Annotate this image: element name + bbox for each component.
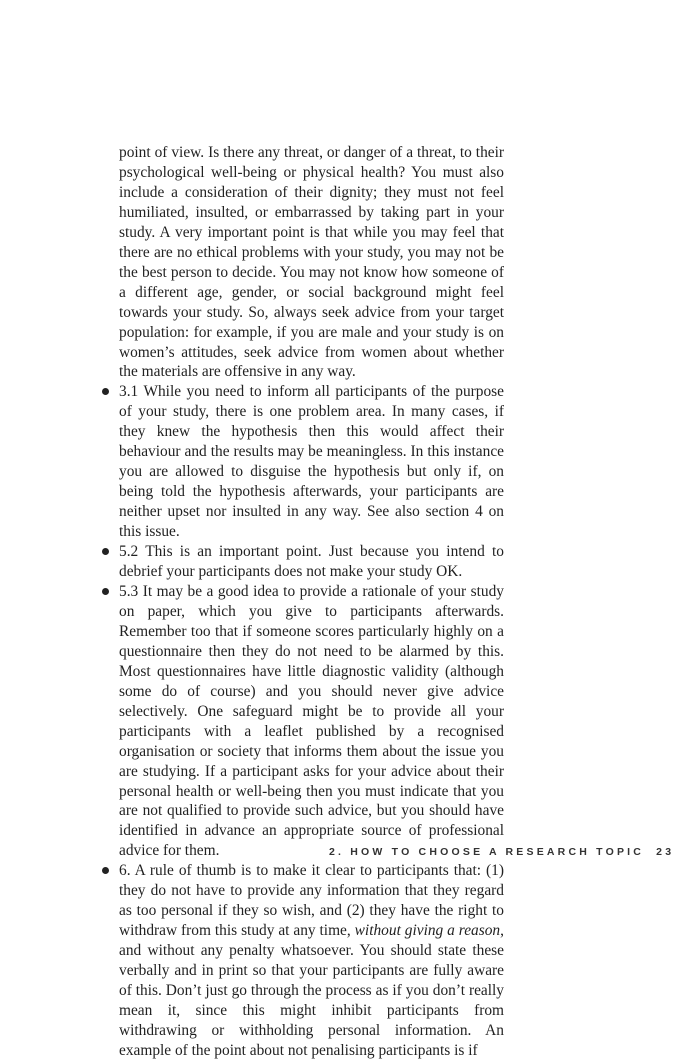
page-body-text <box>119 143 504 1061</box>
opening-paragraph: point of view. Is there any threat, or danger of a threat, to their psychological well-being or physical health? You must also include a consideration of their dignity; they must not feel humiliated, insulted, or embarrassed by taking part in your study. A very important point is that while you may feel that there are no ethical problems with your study, you may not be the best person to decide. You may not know how someone of a different age, gender, or social background might feel towards your study. So, always seek advice from your target population: for example, if you are male and your study is on women’s attitudes, seek advice from women about whether the materials are offensive in any way. <box>119 144 504 381</box>
bullet-item-3-1 <box>119 382 504 542</box>
bullet-text-end: , and without any penalty whatsoever. You should state these verbally and in print so that your participants are fully aware of this. Don’t just go through the process as if you don’t really mean it, since this might inhibit participants from withdrawing or withholding personal information. An example of the point about not penalising participants is if <box>119 922 504 1059</box>
bullet-item-6 <box>119 861 504 1061</box>
bullet-icon <box>102 588 109 595</box>
bullet-text-start: 6. A rule of thumb is to make it clear to participants that: (1) they do not have to provide any information that they regard as too personal if they so wish, and (2) they have the right to withdraw from this study at any time, <box>119 862 504 940</box>
emphasized-phrase: without giving a reason <box>354 922 501 940</box>
bullet-icon <box>102 867 109 874</box>
running-footer-title: 2. HOW TO CHOOSE A RESEARCH TOPIC <box>329 846 645 858</box>
bullet-icon <box>102 548 109 555</box>
bullet-item-5-2 <box>119 542 504 582</box>
bullet-text: 5.2 This is an important point. Just because you intend to debrief your participants does not make your study OK. <box>119 543 504 581</box>
bullet-text: 5.3 It may be a good idea to provide a rationale of your study on paper, which you give to participants afterwards. Remember too that if someone scores particularly highly on a questionnaire then they do not need to be alarmed by this. Most questionnaires have little diagnostic validity (although some do of course) and you should never give advice selectively. One safeguard might be to provide all your participants with a leaflet published by a recognised organisation or society that informs them about the issue you are studying. If a participant asks for your advice about their personal health or well-being then you must indicate that you are not qualified to provide such advice, but you should have identified in advance an appropriate source of professional advice for them. <box>119 582 504 860</box>
guideline-bullet-list <box>119 382 504 1060</box>
bullet-icon <box>102 388 109 395</box>
bullet-item-5-3 <box>119 582 504 861</box>
page-number: 23 <box>656 846 674 858</box>
page-footer <box>329 846 674 858</box>
bullet-text: 3.1 While you need to inform all participants of the purpose of your study, there is one problem area. In many cases, if they knew the hypothesis then this would affect their behaviour and the results may be meaningless. In this instance you are allowed to disguise the hypothesis but only if, on being told the hypothesis afterwards, your participants are neither upset nor insulted in any way. See also section 4 on this issue. <box>119 383 504 541</box>
